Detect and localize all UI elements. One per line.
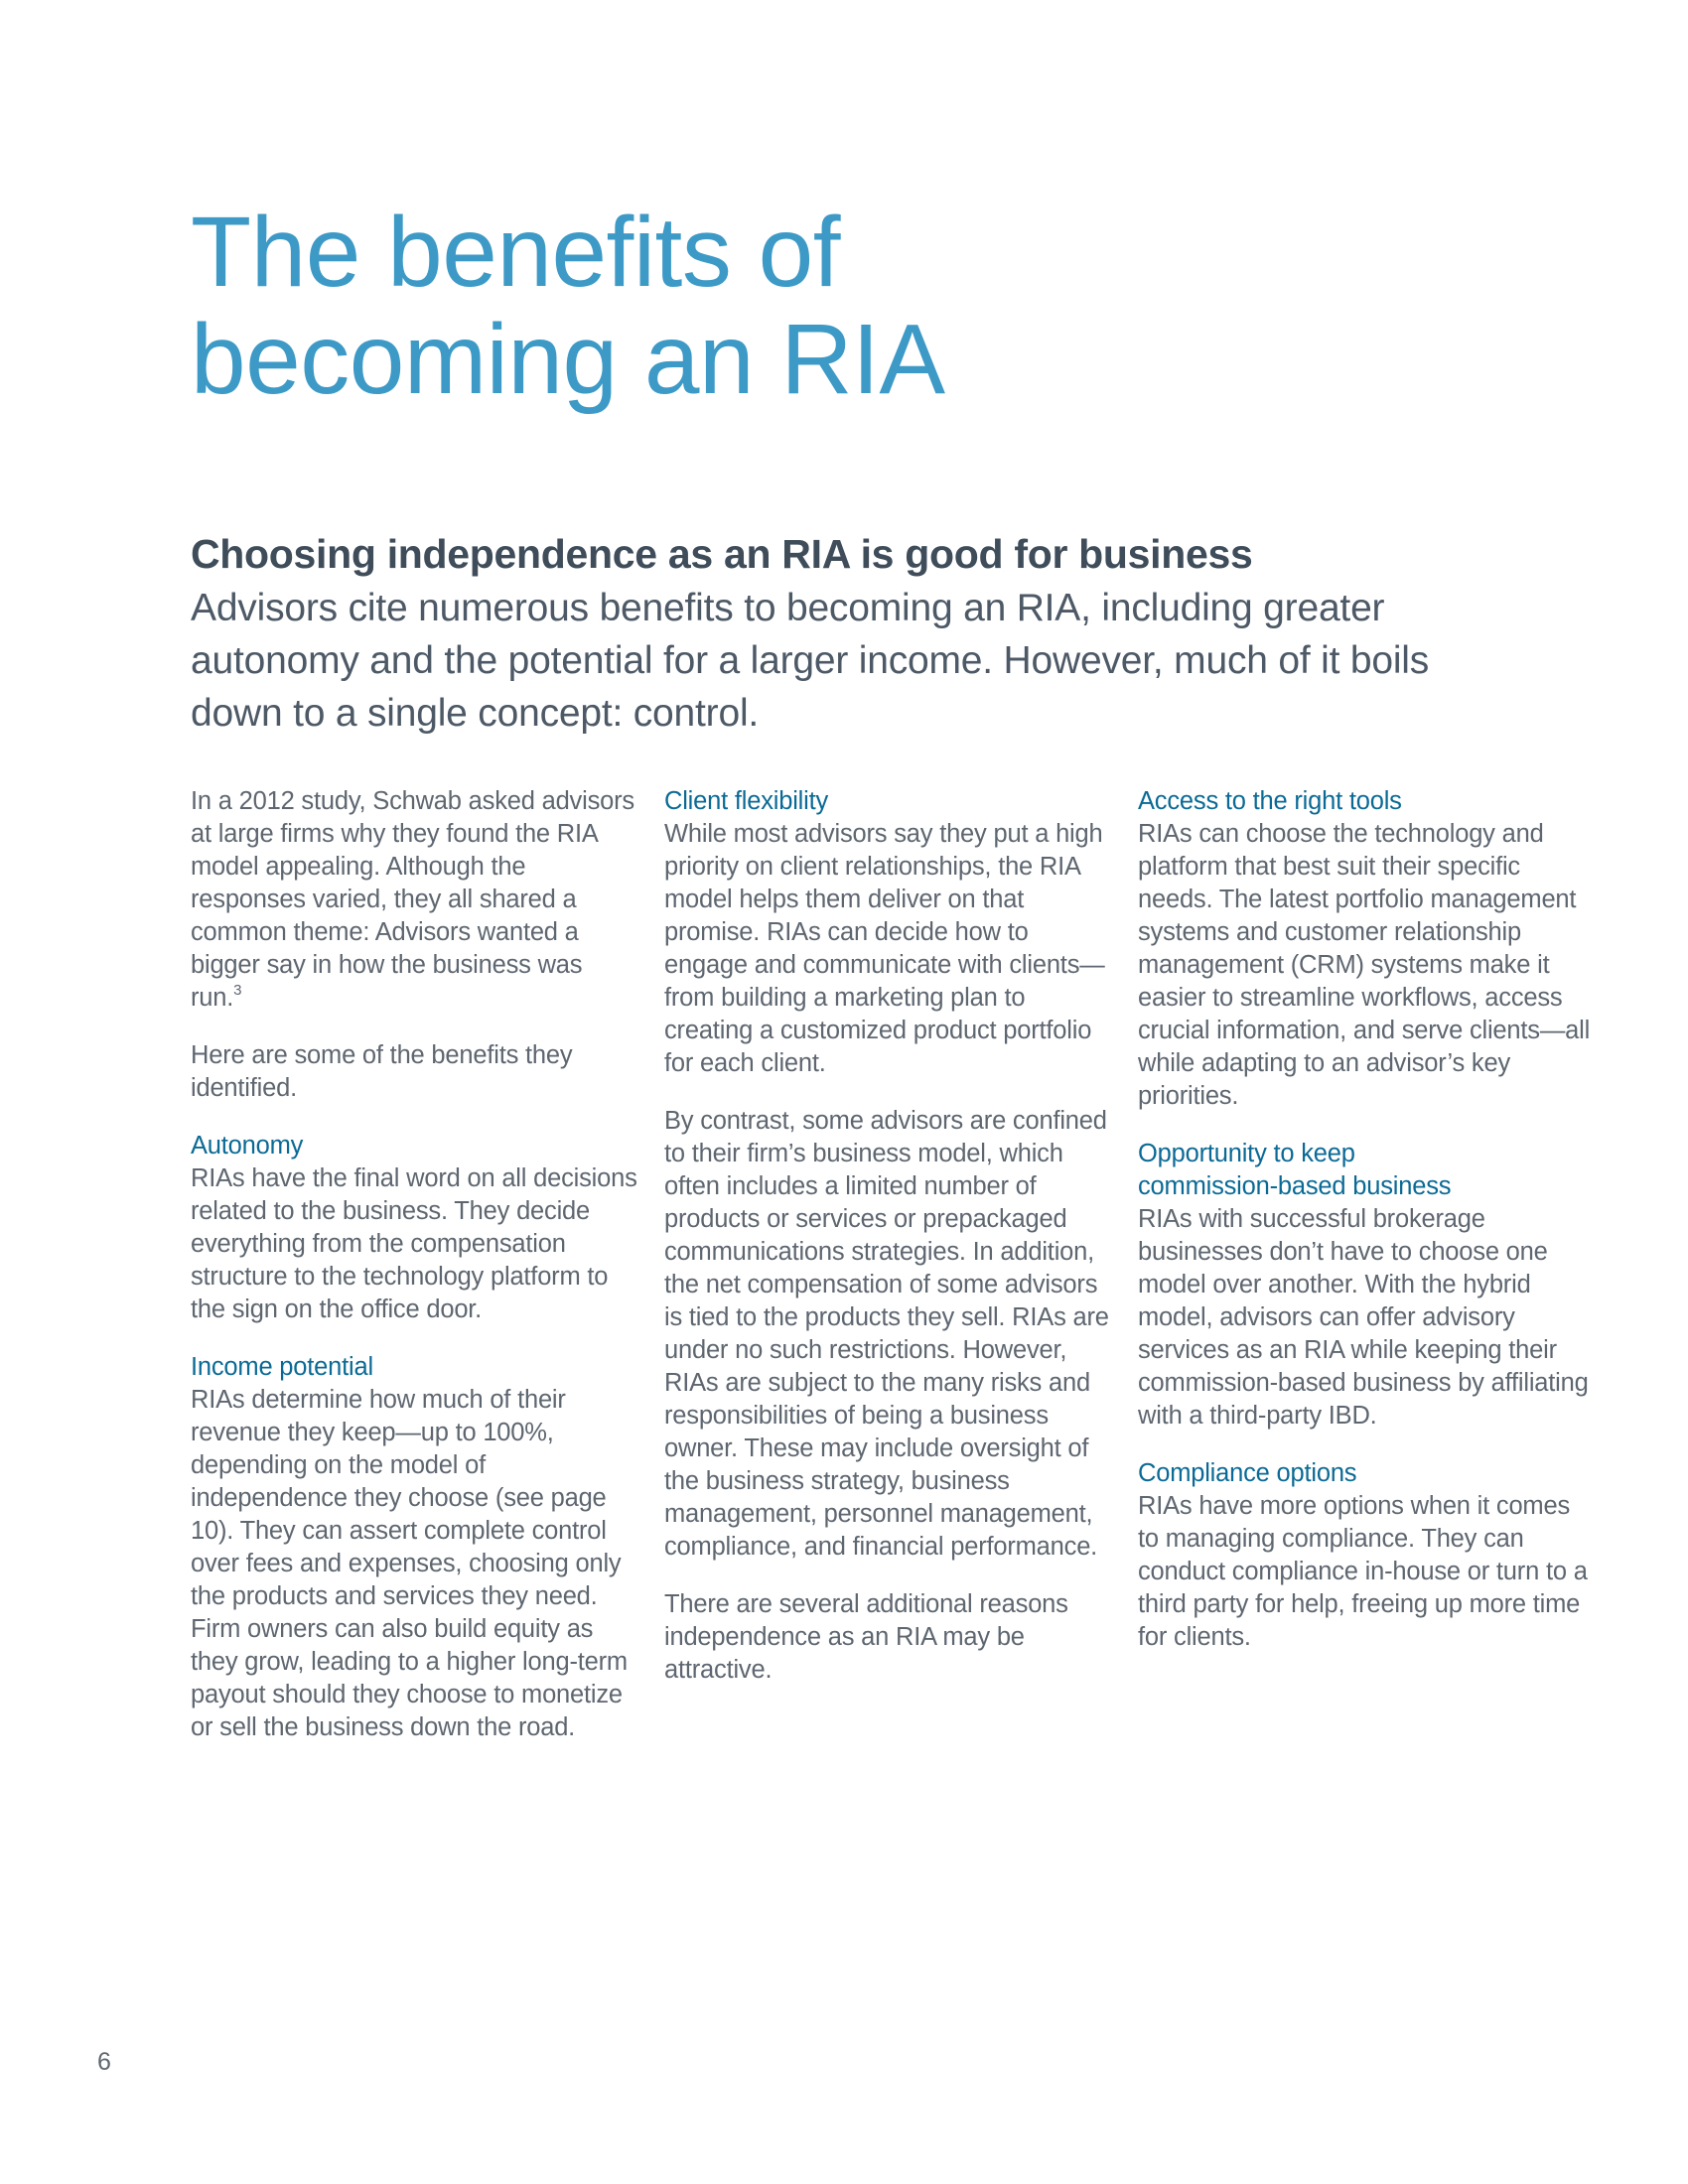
commission-section — [1138, 1138, 1595, 1433]
client-flexibility-heading: Client flexibility — [664, 787, 829, 815]
commission-heading-line-2: commission-based business — [1138, 1172, 1452, 1200]
income-section — [191, 1351, 637, 1744]
column-1 — [191, 785, 637, 1769]
column-3 — [1138, 785, 1595, 1679]
column-2 — [664, 785, 1111, 1711]
tools-heading: Access to the right tools — [1138, 787, 1402, 815]
autonomy-section — [191, 1130, 637, 1326]
commission-heading-line-1: Opportunity to keep — [1138, 1140, 1355, 1167]
tools-body: RIAs can choose the technology and platform that best suit their specific needs. The latest portfolio management systems and customer relationship management (CRM) systems make it easier to streamline workflows, access crucial information, and serve clients—all while adapting to an advisor’s key priorities. — [1138, 820, 1591, 1110]
income-heading: Income potential — [191, 1353, 373, 1381]
client-flexibility-body: While most advisors say they put a high priority on client relationships, the RIA model helps them deliver on that promise. RIAs can decide how to engage and communicate with clients—from building a marketing plan to creating a customized product portfolio for each client. — [664, 820, 1105, 1077]
compliance-section — [1138, 1457, 1595, 1654]
client-flexibility-section — [664, 785, 1111, 1080]
autonomy-body: RIAs have the final word on all decisions related to the business. They decide everything from the compensation structure to the technology platform to the sign on the office door. — [191, 1164, 637, 1323]
footnote-marker: 3 — [233, 982, 242, 999]
compliance-heading: Compliance options — [1138, 1459, 1357, 1487]
study-paragraph — [191, 785, 637, 1015]
subheading: Choosing independence as an RIA is good for business — [191, 531, 1253, 577]
page-number: 6 — [97, 2048, 111, 2076]
contrast-paragraph: By contrast, some advisors are confined to their firm’s business model, which often includes a limited number of products or services or prepackaged communications strategies. In addition, the net compensation of some advisors is tied to the products they sell. RIAs are under no such restrictions. However, RIAs are subject to the many risks and responsibilities of being a business owner. These may include oversight of the business strategy, business management, personnel management, compliance, and financial performance. — [664, 1107, 1109, 1561]
income-body: RIAs determine how much of their revenue they keep—up to 100%, depending on the model of independence they choose (see page 10). They can assert complete control over fees and expenses, choosing only the products and services they need. Firm owners can also build equity as they grow, leading to a higher long-term payout should they choose to monetize or sell the business down the road. — [191, 1386, 628, 1741]
commission-body: RIAs with successful brokerage businesses don’t have to choose one model over another. With the hybrid model, advisors can offer advisory services as an RIA while keeping their commission-based business by affiliating with a third-party IBD. — [1138, 1205, 1589, 1430]
additional-reasons-paragraph: There are several additional reasons independence as an RIA may be attractive. — [664, 1590, 1068, 1684]
page-title — [191, 199, 945, 413]
page-title-line-2: becoming an RIA — [191, 304, 945, 415]
page-title-line-1: The benefits of — [191, 197, 841, 308]
compliance-body: RIAs have more options when it comes to managing compliance. They can conduct compliance in-house or turn to a third party for help, freeing up more time for clients. — [1138, 1492, 1588, 1651]
intro-paragraph: Advisors cite numerous benefits to becoming an RIA, including greater autonomy and the potential for a larger income. However, much of it boils down to a single concept: control. — [191, 587, 1430, 735]
tools-section — [1138, 785, 1595, 1113]
benefits-intro-paragraph: Here are some of the benefits they identified. — [191, 1041, 573, 1102]
study-paragraph-text: In a 2012 study, Schwab asked advisors at large firms why they found the RIA model appealing. Although the responses varied, they all shared a common theme: Advisors wanted a bigger say in how the business was run. — [191, 787, 634, 1012]
autonomy-heading: Autonomy — [191, 1132, 304, 1160]
commission-heading — [1138, 1138, 1595, 1203]
